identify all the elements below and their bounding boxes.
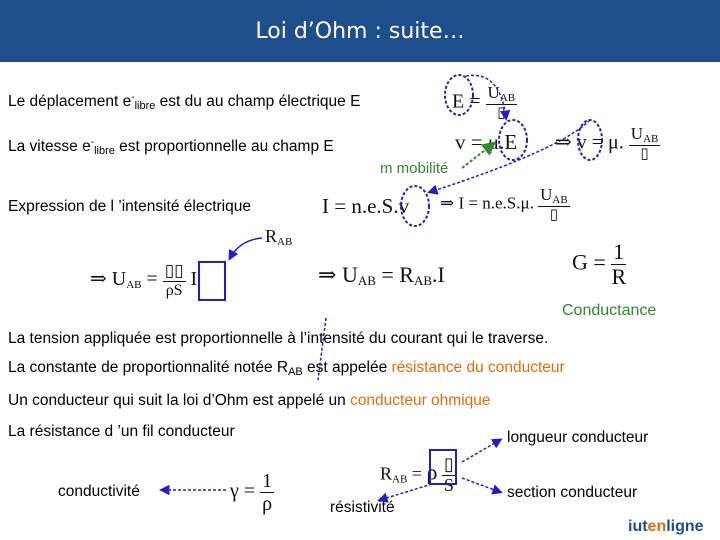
ab: AB — [552, 194, 568, 206]
denominator: ▯ — [549, 207, 559, 224]
text: La vitesse e — [8, 138, 91, 155]
rho-box — [199, 262, 225, 300]
sup: - — [131, 92, 135, 103]
connector-ohm — [318, 318, 326, 380]
text: Un conducteur qui suit la loi d’Ohm est appelé un — [8, 392, 351, 409]
iutenligne-logo — [628, 518, 704, 536]
ab: AB — [413, 273, 433, 288]
resistivity-label: résistivité — [330, 499, 395, 516]
arrow-v-to-v — [430, 120, 590, 192]
text: La constante de proportionnalité notée R — [8, 359, 289, 376]
equals: = — [411, 463, 422, 484]
logo-part: en — [647, 518, 667, 535]
e-circle-2 — [499, 120, 527, 160]
equals-r: = R — [381, 262, 414, 287]
u: U — [540, 185, 553, 204]
conductance-label: Conductance — [562, 302, 657, 319]
ab: AB — [277, 236, 293, 248]
denominator: ▯ — [497, 105, 506, 122]
formula-v: v = μ.E — [455, 130, 518, 154]
u: U — [341, 262, 358, 287]
ab: AB — [499, 92, 516, 104]
times-i: .I — [432, 262, 445, 287]
length-label: longueur conducteur — [507, 429, 649, 446]
equals: = — [146, 268, 158, 291]
line-tension-proportional: La tension appliquée est proportionnelle à l’intensité du courant qui le traverse. — [8, 330, 549, 347]
box: ▯ — [164, 261, 175, 280]
resistance-term: résistance du conducteur — [391, 359, 565, 376]
rho-box-2 — [430, 450, 456, 484]
ab: AB — [392, 473, 408, 486]
u: U — [487, 83, 500, 102]
logo-part: ligne — [666, 518, 704, 535]
text: est proportionnelle au champ E — [114, 138, 334, 155]
v-circle — [578, 120, 602, 160]
v-equals: v = μ. — [576, 131, 624, 154]
implies-arrow: ⇒ — [90, 268, 107, 291]
arrow-to-section — [462, 478, 500, 492]
denominator: ▯ — [640, 146, 649, 163]
implies-arrow: ⇒ — [318, 262, 337, 287]
g-equals: G = — [572, 249, 606, 275]
conductivity-label: conductivité — [58, 483, 140, 500]
text: est appelée — [302, 359, 392, 376]
arrow-to-resistivity — [380, 484, 432, 500]
box: ▯ — [174, 261, 184, 280]
line-intensity-expression: Expression de l ’intensité électrique — [8, 198, 251, 215]
ohmic-term: conducteur ohmique — [350, 392, 491, 409]
sub: libre — [94, 145, 115, 157]
sup: - — [90, 137, 95, 148]
denominator: ρ — [262, 493, 273, 515]
arrow-r-to-box — [230, 238, 262, 258]
implies-arrow: ⇒ — [440, 193, 455, 213]
denominator: S — [443, 474, 454, 495]
e-circle — [445, 75, 473, 115]
formula-i: I = n.e.S.v — [322, 194, 410, 218]
numerator: ▯ — [443, 454, 454, 474]
denominator: R — [611, 264, 627, 290]
u: U — [630, 124, 644, 143]
line-wire-resistance: La résistance d ’un fil conducteur — [8, 423, 235, 440]
i: I — [190, 268, 198, 291]
numerator: 1 — [262, 470, 273, 492]
gamma-equals: γ = — [230, 480, 256, 503]
text: Le déplacement e — [8, 93, 132, 110]
mobility-label: m mobilité — [380, 160, 449, 177]
ab: AB — [126, 279, 142, 292]
logo-part: iut — [628, 518, 648, 535]
r: R — [380, 463, 393, 484]
ab: AB — [357, 273, 376, 288]
sub: AB — [288, 366, 303, 378]
u: U — [111, 268, 127, 291]
s: S — [173, 281, 183, 299]
arrow-mobility — [462, 144, 493, 168]
arrow-to-length — [462, 440, 500, 462]
v-circle-2 — [401, 186, 429, 226]
rho: ρ — [165, 281, 174, 299]
section-label: section conducteur — [507, 484, 638, 501]
e-equals: E = — [452, 90, 481, 113]
i-equals: I = n.e.S.μ. — [458, 193, 534, 213]
numerator: 1 — [613, 239, 625, 264]
rho: ρ — [426, 459, 438, 485]
text: est du au champ électrique E — [155, 93, 361, 110]
implies-arrow: ⇒ — [555, 131, 572, 154]
r: R — [265, 226, 278, 246]
sub: libre — [134, 100, 156, 112]
page-title: Loi d’Ohm : suite… — [255, 18, 465, 44]
ab: AB — [643, 133, 659, 145]
